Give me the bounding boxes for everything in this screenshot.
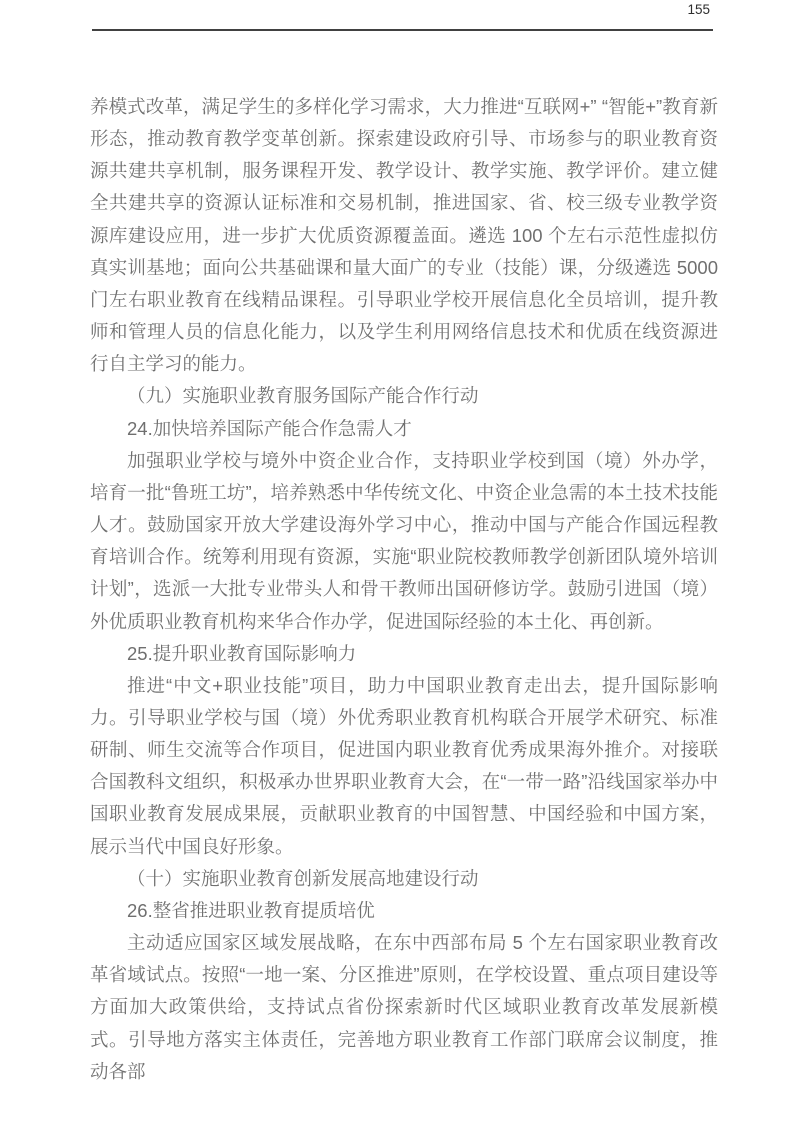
body-paragraph: 推进“中文+职业技能”项目，助力中国职业教育走出去，提升国际影响力。引导职业学校与国（境）外优秀职业教育机构联合开展学术研究、标准研制、师生交流等合作项目，促进国内职业教育优秀成果海外推介。对接联合国教科文组织，积极承办世界职业教育大会，在“一带一路”沿线国家举办中国职业教育发展成果展，贡献职业教育的中国智慧、中国经验和中国方案，展示当代中国良好形象。 xyxy=(90,674,718,857)
page-number: 155 xyxy=(687,2,710,17)
body-paragraph: 加强职业学校与境外中资企业合作，支持职业学校到国（境）外办学，培育一批“鲁班工坊”，培养熟悉中华传统文化、中资企业急需的本土技术技能人才。鼓励国家开放大学建设海外学习中心，推动中国与产能合作国远程教育培训合作。统筹利用现有资源，实施“职业院校教师教学创新团队境外培训计划”，选派一大批专业带头人和骨干教师出国研修访学。鼓励引进国（境）外优质职业教育机构来华合作办学，促进国际经验的本土化、再创新。 xyxy=(90,449,718,632)
section-heading-ten: （十）实施职业教育创新发展高地建设行动 xyxy=(127,867,479,889)
section-heading-nine: （九）实施职业教育服务国际产能合作行动 xyxy=(127,385,479,407)
item-heading-25: 25.提升职业教育国际影响力 xyxy=(127,642,357,664)
item-heading-26: 26.整省推进职业教育提质培优 xyxy=(127,899,375,921)
body-paragraph-continuation: 养模式改革，满足学生的多样化学习需求，大力推进“互联网+” “智能+”教育新形态，推动教育教学变革创新。探索建设政府引导、市场参与的职业教育资源共建共享机制，服务课程开发、教学设计、教学实施、教学评价。建立健全共建共享的资源认证标准和交易机制，推进国家、省、校三级专业教学资源库建设应用，进一步扩大优质资源覆盖面。遴选 100 个左右示范性虚拟仿真实训基地；面向公共基础课和量大面广的专业（技能）课，分级遴选 5000 门左右职业教育在线精品课程。引导职业学校开展信息化全员培训，提升教师和管理人员的信息化能力，以及学生利用网络信息技术和优质在线资源进行自主学习的能力。 xyxy=(90,96,718,375)
header-rule xyxy=(92,29,713,31)
document-body xyxy=(90,91,718,1088)
body-paragraph: 主动适应国家区域发展战略，在东中西部布局 5 个左右国家职业教育改革省域试点。按照“一地一案、分区推进”原则，在学校设置、重点项目建设等方面加大政策供给，支持试点省份探索新时代区域职业教育改革发展新模式。引导地方落实主体责任，完善地方职业教育工作部门联席会议制度，推动各部 xyxy=(90,932,718,1082)
item-heading-24: 24.加快培养国际产能合作急需人才 xyxy=(127,417,412,439)
